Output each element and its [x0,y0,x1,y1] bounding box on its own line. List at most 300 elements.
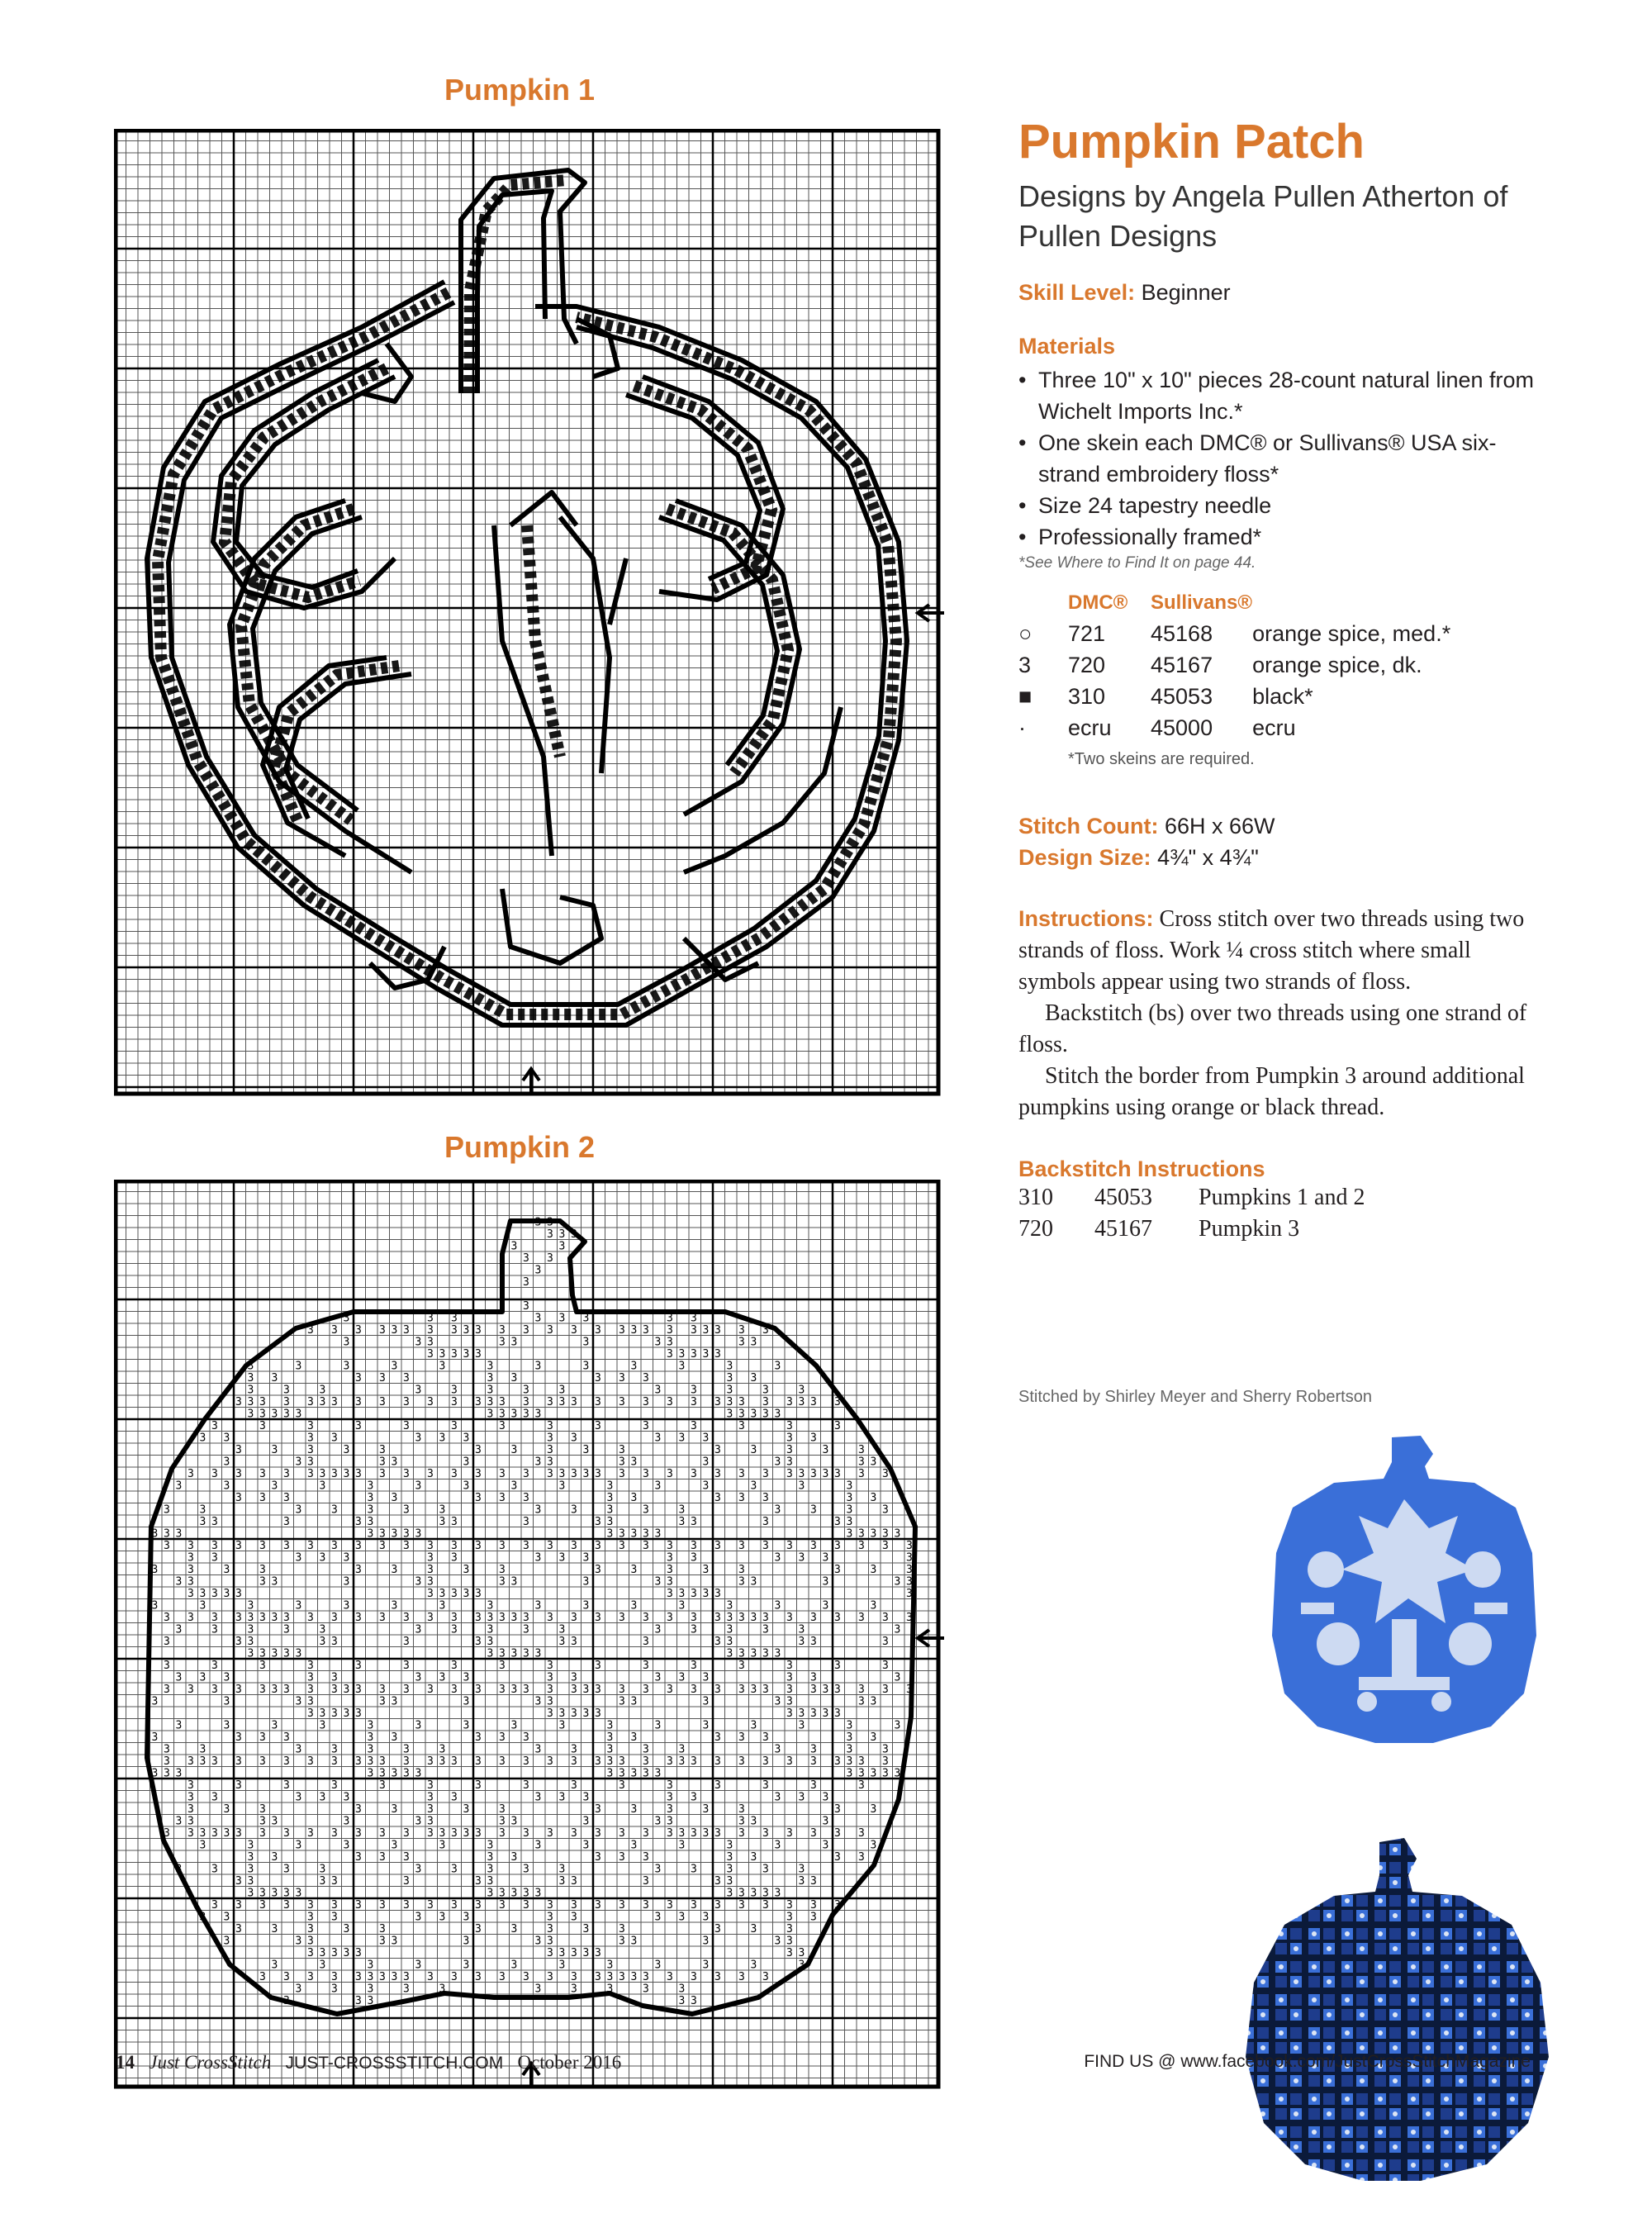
svg-text:3: 3 [175,1527,183,1541]
svg-text:3: 3 [678,1503,686,1517]
svg-text:3: 3 [510,1851,518,1864]
svg-text:3: 3 [487,1851,494,1864]
svg-text:3: 3 [510,1372,518,1384]
svg-text:3: 3 [606,1503,614,1517]
svg-text:3: 3 [415,1767,422,1780]
svg-text:3: 3 [738,1564,745,1576]
site-link[interactable]: JUST-CROSSSTITCH.COM [285,2054,504,2073]
svg-text:3: 3 [164,1636,170,1648]
svg-text:3: 3 [534,1983,542,1996]
floss-row [1018,650,1450,682]
svg-text:3: 3 [235,1396,242,1408]
svg-text:3: 3 [343,1336,350,1349]
floss-row [1018,682,1450,713]
svg-text:3: 3 [822,1815,829,1828]
svg-text:3: 3 [259,1420,266,1432]
svg-text:3: 3 [223,1911,230,1924]
svg-text:3: 3 [774,1695,781,1708]
svg-text:3: 3 [259,1827,266,1840]
svg-text:3: 3 [834,1827,841,1840]
svg-text:3: 3 [223,1456,230,1469]
svg-text:3: 3 [595,1516,601,1528]
svg-text:3: 3 [798,1396,805,1408]
svg-text:3: 3 [151,1527,159,1541]
svg-text:3: 3 [247,1636,254,1648]
svg-text:3: 3 [702,1935,710,1948]
svg-text:3: 3 [487,1623,494,1636]
svg-text:3: 3 [211,1623,218,1636]
svg-text:3: 3 [175,1623,183,1636]
svg-text:3: 3 [391,1564,398,1576]
svg-text:3: 3 [523,1516,529,1528]
svg-text:3: 3 [523,1384,529,1397]
svg-text:3: 3 [786,1612,793,1624]
article-column [1018,116,1547,1245]
svg-text:3: 3 [630,1456,638,1469]
floss-dmc: 720 [1068,653,1106,678]
svg-text:3: 3 [726,1636,733,1648]
svg-text:3: 3 [678,1743,686,1756]
svg-text:3: 3 [702,1348,710,1361]
svg-text:3: 3 [558,1312,566,1325]
svg-text:3: 3 [271,1815,278,1828]
svg-text:3: 3 [654,1911,662,1924]
svg-text:3: 3 [643,1899,649,1912]
svg-text:3: 3 [271,1959,278,1972]
svg-text:3: 3 [738,1899,745,1912]
svg-text:3: 3 [475,1684,482,1696]
svg-text:3: 3 [475,1731,482,1744]
svg-text:3: 3 [774,1551,781,1565]
svg-text:3: 3 [702,1588,710,1600]
svg-text:3: 3 [475,1396,482,1408]
svg-text:3: 3 [331,1875,338,1888]
svg-text:3: 3 [355,1827,362,1840]
svg-text:3: 3 [667,1336,673,1349]
svg-text:3: 3 [283,1612,290,1624]
svg-text:3: 3 [283,1492,290,1504]
svg-text:3: 3 [475,1348,482,1361]
svg-text:3: 3 [595,1468,601,1480]
svg-text:3: 3 [247,1612,254,1624]
svg-text:3: 3 [523,1827,529,1840]
svg-text:3: 3 [834,1899,841,1912]
svg-text:3: 3 [714,1612,721,1624]
svg-text:3: 3 [403,1971,410,1983]
svg-text:3: 3 [714,1755,721,1768]
svg-text:3: 3 [643,1540,649,1552]
svg-text:3: 3 [547,1228,553,1241]
svg-text:3: 3 [211,1899,218,1912]
svg-text:3: 3 [691,1971,697,1983]
svg-text:3: 3 [606,1755,614,1768]
svg-text:3: 3 [667,1815,673,1828]
svg-text:3: 3 [451,1312,458,1325]
svg-text:3: 3 [415,1479,422,1493]
svg-text:3: 3 [307,1420,314,1432]
svg-text:3: 3 [691,1995,697,2007]
svg-text:3: 3 [726,1372,733,1384]
svg-text:3: 3 [595,1420,601,1432]
svg-text:3: 3 [571,1947,577,1959]
svg-text:3: 3 [678,1911,686,1924]
svg-text:3: 3 [415,1671,422,1684]
svg-text:3: 3 [403,1767,410,1780]
svg-text:3: 3 [643,1755,649,1768]
svg-text:3: 3 [630,1527,638,1541]
svg-text:3: 3 [834,1755,841,1768]
svg-text:3: 3 [894,1767,901,1780]
svg-text:3: 3 [343,1360,350,1373]
svg-text:3: 3 [319,1875,326,1888]
svg-text:3: 3 [678,1755,686,1768]
svg-text:3: 3 [331,1971,338,1983]
svg-text:3: 3 [678,1983,686,1996]
svg-text:3: 3 [164,1540,170,1552]
svg-text:3: 3 [331,1743,338,1756]
svg-text:3: 3 [295,1887,302,1900]
svg-text:3: 3 [499,1755,506,1768]
svg-text:3: 3 [331,1612,338,1624]
svg-text:3: 3 [235,1588,242,1600]
svg-text:3: 3 [774,1743,781,1756]
svg-text:3: 3 [750,1887,757,1900]
svg-text:3: 3 [786,1468,793,1480]
svg-text:3: 3 [259,1899,266,1912]
svg-text:3: 3 [558,1396,566,1408]
svg-text:3: 3 [307,1695,314,1708]
svg-text:3: 3 [259,1564,266,1576]
svg-text:3: 3 [667,1779,673,1792]
svg-text:3: 3 [582,1312,590,1325]
svg-text:3: 3 [738,1660,745,1672]
design-size-value: 4¾" x 4¾" [1157,844,1259,870]
footer-left [116,2052,621,2073]
facebook-link[interactable]: FIND US @ www.facebook.com/JustCrossStitchMagazine [1084,2052,1531,2071]
svg-text:3: 3 [762,1887,769,1900]
svg-text:3: 3 [343,1599,350,1612]
svg-text:3: 3 [475,1971,482,1983]
svg-text:3: 3 [726,1875,733,1888]
svg-text:3: 3 [463,1348,470,1361]
svg-text:3: 3 [582,1444,590,1456]
svg-text:3: 3 [427,1803,434,1816]
svg-text:3: 3 [882,1660,889,1672]
svg-text:3: 3 [439,1360,446,1373]
svg-text:3: 3 [738,1971,745,1983]
svg-text:3: 3 [487,1875,494,1888]
svg-text:3: 3 [235,1468,242,1480]
svg-text:3: 3 [439,1599,446,1612]
svg-text:3: 3 [714,1468,721,1480]
svg-text:3: 3 [786,1444,793,1456]
svg-text:3: 3 [343,1707,350,1720]
svg-text:3: 3 [834,1803,841,1816]
svg-text:3: 3 [571,1755,577,1768]
svg-text:3: 3 [858,1468,865,1480]
floss-symbol: 3 [1018,653,1032,678]
svg-text:3: 3 [547,1827,553,1840]
svg-text:3: 3 [882,1684,889,1696]
svg-text:3: 3 [810,1875,817,1888]
svg-text:3: 3 [547,1432,553,1445]
svg-text:3: 3 [331,1468,338,1480]
svg-text:3: 3 [463,1564,470,1576]
svg-text:3: 3 [691,1540,697,1552]
svg-text:3: 3 [247,1839,254,1852]
svg-text:3: 3 [762,1516,769,1528]
floss-sullivans: 45167 [1151,653,1213,678]
svg-text:3: 3 [487,1372,494,1384]
svg-text:3: 3 [175,1815,183,1828]
article-subtitle: Designs by Angela Pullen Atherton of Pullen Designs [1018,178,1508,254]
svg-text:3: 3 [403,1755,410,1768]
svg-text:3: 3 [846,1479,853,1493]
svg-text:3: 3 [391,1971,398,1983]
svg-text:3: 3 [619,1372,625,1384]
svg-text:3: 3 [774,1647,781,1660]
svg-text:3: 3 [750,1684,757,1696]
svg-text:3: 3 [175,1767,183,1780]
svg-text:3: 3 [463,1803,470,1816]
svg-text:3: 3 [834,1468,841,1480]
svg-text:3: 3 [439,1348,446,1361]
svg-text:3: 3 [451,1516,458,1528]
svg-text:3: 3 [403,1684,410,1696]
svg-text:3: 3 [259,1971,266,1983]
svg-text:3: 3 [427,1324,434,1337]
svg-text:3: 3 [523,1300,529,1313]
svg-text:3: 3 [691,1324,697,1337]
svg-text:3: 3 [415,1384,422,1397]
svg-text:3: 3 [906,1684,913,1696]
svg-text:3: 3 [235,1779,242,1792]
svg-text:3: 3 [283,1779,290,1792]
svg-text:3: 3 [595,1684,601,1696]
center-arrow-bottom [523,1069,539,1095]
svg-text:3: 3 [271,1684,278,1696]
svg-text:3: 3 [834,1396,841,1408]
svg-text:3: 3 [534,1839,542,1852]
svg-text:3: 3 [499,1647,506,1660]
svg-text:3: 3 [499,1324,506,1337]
svg-text:3: 3 [211,1588,218,1600]
svg-text:3: 3 [391,1492,398,1504]
svg-text:3: 3 [319,1636,326,1648]
svg-text:3: 3 [283,1995,290,2007]
svg-text:3: 3 [750,1444,757,1456]
svg-text:3: 3 [499,1815,506,1828]
backstitch-heading: Backstitch Instructions [1018,1156,1265,1181]
svg-text:3: 3 [547,1971,553,1983]
svg-text:3: 3 [906,1588,913,1600]
svg-text:3: 3 [738,1575,745,1589]
svg-text:3: 3 [499,1803,506,1816]
svg-text:3: 3 [858,1755,865,1768]
svg-text:3: 3 [415,1336,422,1349]
svg-text:3: 3 [738,1647,745,1660]
svg-text:3: 3 [582,1551,590,1565]
svg-text:3: 3 [595,1612,601,1624]
svg-text:3: 3 [702,1324,710,1337]
svg-text:3: 3 [547,1456,553,1469]
svg-text:3: 3 [714,1875,721,1888]
svg-text:3: 3 [691,1468,697,1480]
svg-text:3: 3 [403,1743,410,1756]
svg-text:3: 3 [678,1599,686,1612]
svg-text:3: 3 [714,1899,721,1912]
svg-text:3: 3 [667,1551,673,1565]
svg-text:3: 3 [738,1468,745,1480]
svg-text:3: 3 [702,1803,710,1816]
svg-text:3: 3 [367,1719,374,1732]
svg-text:3: 3 [786,1660,793,1672]
svg-text:3: 3 [367,1479,374,1493]
svg-text:3: 3 [331,1779,338,1792]
svg-text:3: 3 [379,1372,386,1384]
svg-text:3: 3 [259,1396,266,1408]
svg-text:3: 3 [199,1516,206,1528]
svg-text:3: 3 [738,1684,745,1696]
svg-text:3: 3 [714,1540,721,1552]
svg-text:3: 3 [738,1612,745,1624]
svg-text:3: 3 [630,1731,638,1744]
svg-text:3: 3 [619,1851,625,1864]
svg-text:3: 3 [547,1216,553,1229]
svg-text:3: 3 [164,1767,170,1780]
svg-text:3: 3 [558,1947,566,1959]
svg-text:3: 3 [894,1575,901,1589]
svg-text:3: 3 [606,1983,614,1996]
svg-text:3: 3 [858,1540,865,1552]
svg-text:3: 3 [283,1827,290,1840]
svg-text:3: 3 [499,1420,506,1432]
svg-text:3: 3 [379,1779,386,1792]
svg-text:3: 3 [630,1803,638,1816]
svg-text:3: 3 [762,1899,769,1912]
svg-text:3: 3 [606,1767,614,1780]
svg-text:3: 3 [547,1899,553,1912]
svg-text:3: 3 [691,1612,697,1624]
svg-text:3: 3 [164,1755,170,1768]
svg-text:3: 3 [523,1623,529,1636]
svg-text:3: 3 [534,1456,542,1469]
svg-text:3: 3 [571,1875,577,1888]
svg-text:3: 3 [606,1479,614,1493]
svg-text:3: 3 [427,1827,434,1840]
svg-text:3: 3 [571,1743,577,1756]
svg-text:3: 3 [427,1540,434,1552]
svg-text:3: 3 [307,1432,314,1445]
svg-text:3: 3 [774,1503,781,1517]
svg-text:3: 3 [547,1324,553,1337]
svg-text:3: 3 [355,1660,362,1672]
floss-note: *Two skeins are required. [1068,750,1255,769]
svg-text:3: 3 [331,1324,338,1337]
svg-text:3: 3 [235,1540,242,1552]
svg-text:3: 3 [475,1468,482,1480]
svg-text:3: 3 [439,1516,446,1528]
svg-text:3: 3 [691,1660,697,1672]
svg-text:3: 3 [762,1623,769,1636]
svg-text:3: 3 [762,1827,769,1840]
svg-text:3: 3 [547,1755,553,1768]
skill-level-value: Beginner [1141,279,1231,305]
svg-text:3: 3 [175,1479,183,1493]
svg-text:3: 3 [379,1851,386,1864]
svg-text:3: 3 [403,1540,410,1552]
svg-text:3: 3 [499,1612,506,1624]
svg-text:3: 3 [595,1396,601,1408]
svg-text:3: 3 [678,1827,686,1840]
materials-list [1018,364,1547,553]
svg-text:3: 3 [211,1612,218,1624]
svg-text:3: 3 [343,1468,350,1480]
svg-text:3: 3 [870,1599,877,1612]
svg-text:3: 3 [619,1827,625,1840]
svg-text:3: 3 [571,1396,577,1408]
svg-text:3: 3 [403,1636,410,1648]
svg-text:3: 3 [439,1755,446,1768]
svg-text:3: 3 [164,1527,170,1541]
svg-text:3: 3 [630,1599,638,1612]
svg-text:3: 3 [355,1851,362,1864]
svg-text:3: 3 [283,1755,290,1768]
svg-text:3: 3 [487,1360,494,1373]
svg-text:3: 3 [762,1324,769,1337]
svg-text:3: 3 [307,1911,314,1924]
svg-text:3: 3 [283,1887,290,1900]
svg-text:3: 3 [295,1360,302,1373]
svg-text:3: 3 [451,1684,458,1696]
svg-text:3: 3 [762,1755,769,1768]
dmc-header: DMC® [1068,591,1128,614]
svg-text:3: 3 [558,1636,566,1648]
svg-text:3: 3 [762,1384,769,1397]
svg-text:3: 3 [774,1408,781,1421]
svg-text:3: 3 [667,1312,673,1325]
svg-text:3: 3 [487,1887,494,1900]
svg-text:3: 3 [558,1240,566,1253]
svg-text:3: 3 [235,1444,242,1456]
svg-text:3: 3 [678,1516,686,1528]
svg-text:3: 3 [391,1803,398,1816]
svg-text:3: 3 [619,1923,625,1935]
backstitch-sullivans: 45167 [1094,1215,1152,1242]
svg-text:3: 3 [247,1863,254,1876]
svg-text:3: 3 [738,1540,745,1552]
svg-text:3: 3 [654,1863,662,1876]
svg-text:3: 3 [343,1551,350,1565]
svg-text:3: 3 [343,1839,350,1852]
svg-text:3: 3 [235,1899,242,1912]
svg-text:3: 3 [403,1660,410,1672]
svg-text:3: 3 [798,1947,805,1959]
svg-text:3: 3 [487,1839,494,1852]
svg-text:3: 3 [702,1911,710,1924]
svg-text:3: 3 [523,1252,529,1265]
svg-text:3: 3 [882,1755,889,1768]
svg-text:3: 3 [319,1623,326,1636]
svg-text:3: 3 [619,1527,625,1541]
svg-text:3: 3 [319,1947,326,1959]
svg-text:3: 3 [499,1827,506,1840]
svg-text:3: 3 [487,1396,494,1408]
svg-text:3: 3 [475,1444,482,1456]
svg-text:3: 3 [235,1755,242,1768]
svg-text:3: 3 [810,1684,817,1696]
svg-text:3: 3 [834,1660,841,1672]
